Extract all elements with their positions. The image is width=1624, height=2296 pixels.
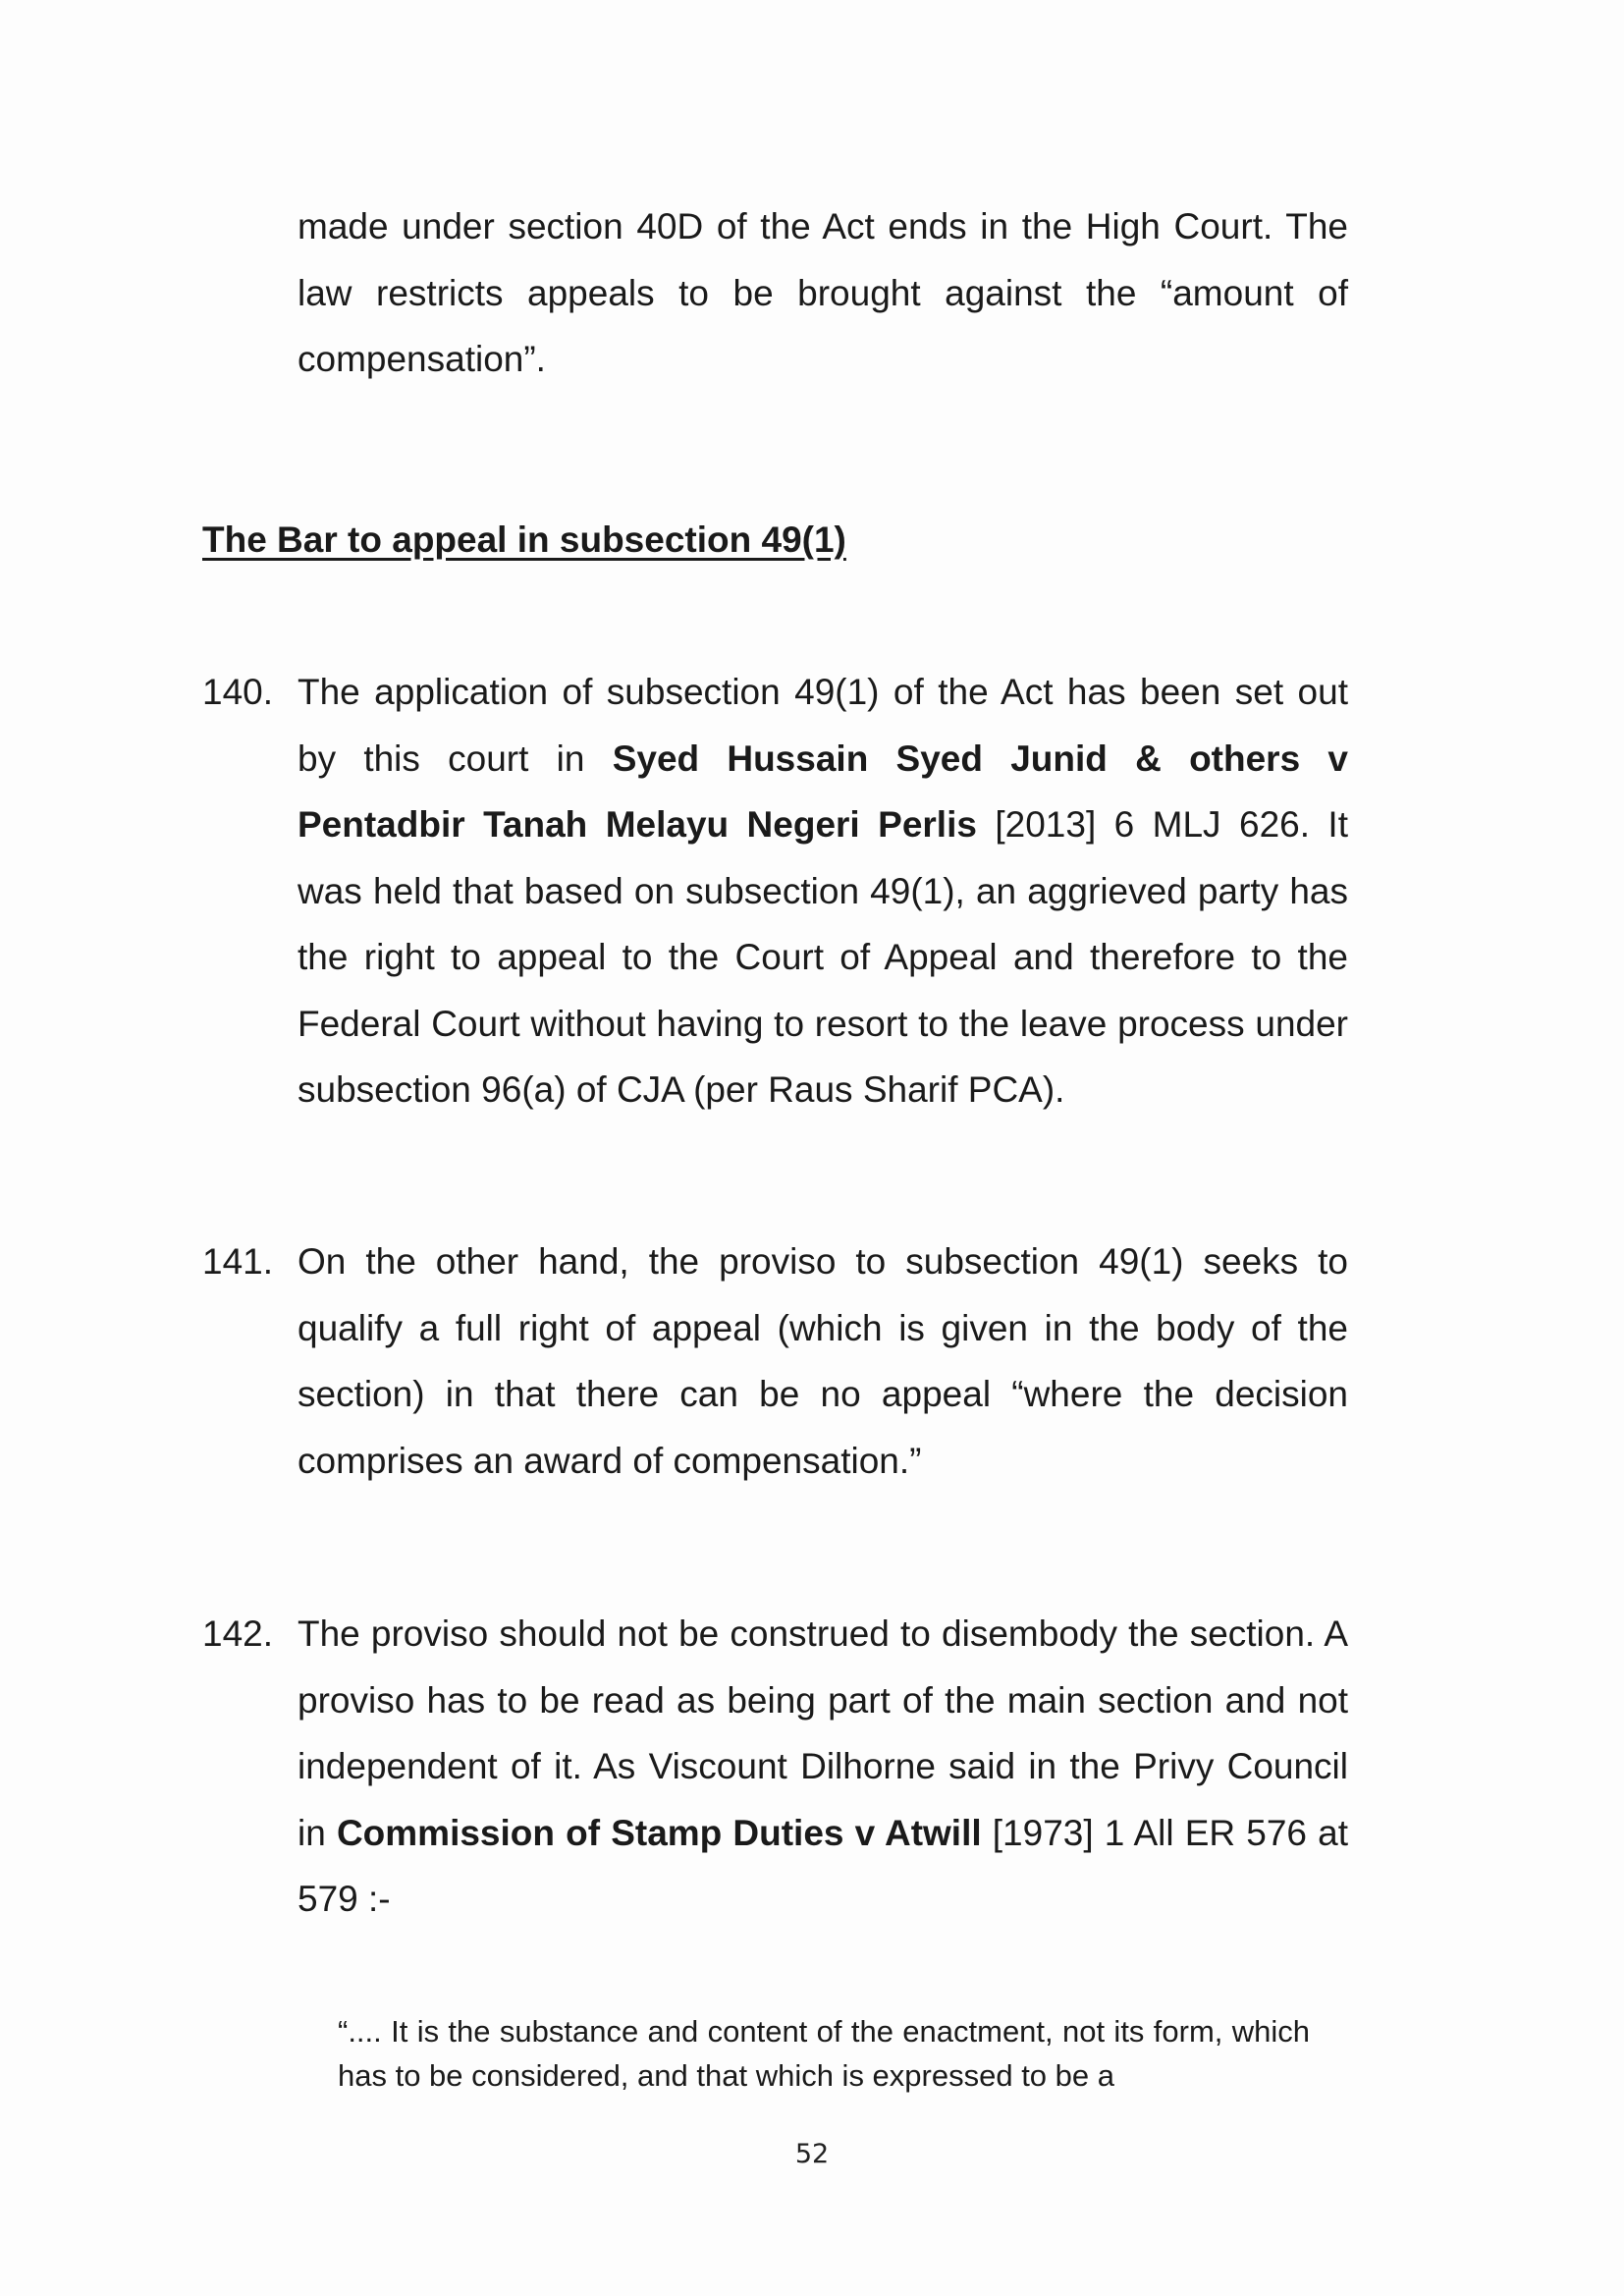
paragraph-142 xyxy=(202,1601,1348,1933)
paragraph-text: [1973] 1 All ER 576 at 579 :- xyxy=(298,1812,1348,1919)
paragraph-body xyxy=(298,1601,1348,1933)
continuation-text: made under section 40D of the Act ends in the High Court. The law restricts appeals to be brought against the “amount of compensation”. xyxy=(298,206,1348,379)
paragraph-text: The proviso should not be construed to disembody the section. A proviso has to be read as being part of the main section and not independent of it. As Viscount Dilhorne said in the Privy Council in xyxy=(298,1613,1348,1853)
section-heading: The Bar to appeal in subsection 49(1) xyxy=(202,519,846,560)
page-number: 52 xyxy=(794,2139,830,2169)
case-citation: Commission of Stamp Duties v Atwill xyxy=(336,1812,982,1853)
paragraph-text: On the other hand, the proviso to subsection 49(1) seeks to qualify a full right of appeal (which is given in the body of the section) in that there can be no appeal “where the decision comprises an award of compensation.” xyxy=(298,1241,1348,1481)
block-quote: “.... It is the substance and content of the enactment, not its form, which has to be considered, and that which is expressed to be a xyxy=(338,2014,1310,2093)
paragraph-number: 141. xyxy=(202,1241,274,1282)
paragraph-number: 142. xyxy=(202,1613,274,1654)
paragraph-text: [2013] 6 MLJ 626. It was held that based on subsection 49(1), an aggrieved party has the right to appeal to the Court of Appeal and therefore to the Federal Court without having to resort to the leave process under subsection 96(a) of CJA (per Raus Sharif PCA). xyxy=(298,804,1348,1110)
paragraph-number: 140. xyxy=(202,672,274,712)
case-citation: Syed Hussain Syed Junid & others v Pentadbir Tanah Melayu Negeri Perlis xyxy=(298,738,1348,845)
paragraph-body xyxy=(298,1229,1348,1494)
paragraph-text: The application of subsection 49(1) of the Act has been set out by this court in xyxy=(298,672,1348,779)
paragraph-140 xyxy=(202,659,1348,1123)
paragraph-body xyxy=(298,659,1348,1123)
paragraph-141 xyxy=(202,1229,1348,1494)
